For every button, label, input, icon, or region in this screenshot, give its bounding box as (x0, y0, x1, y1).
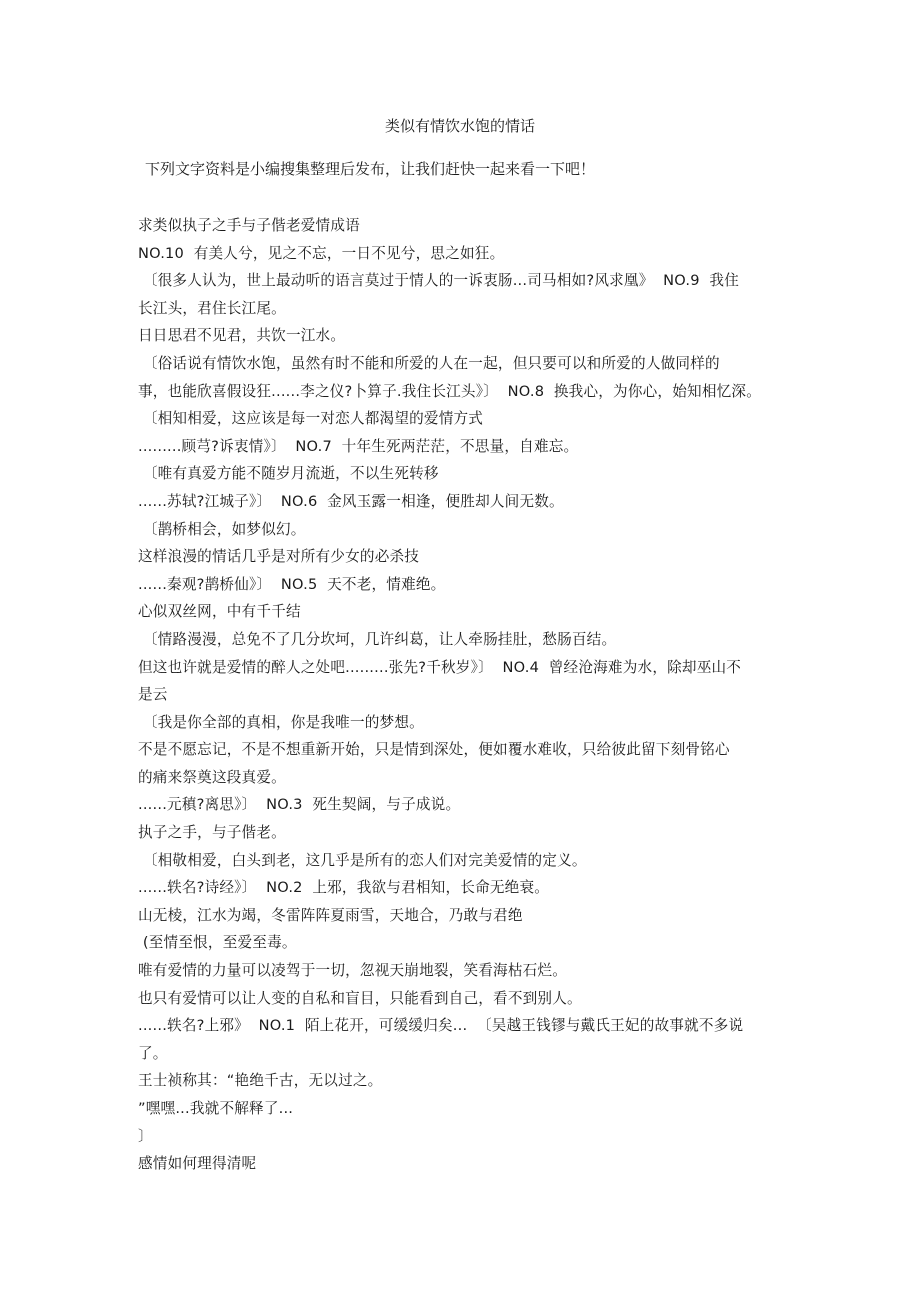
text-line: 唯有爱情的力量可以凌驾于一切，忽视天崩地裂，笑看海枯石烂。 (138, 962, 568, 980)
text-line: ......轶名?诗经》〕 NO.2 上邪，我欲与君相知，长命无绝衰。 (138, 879, 550, 897)
text-line: ......苏轼?江城子》〕 NO.6 金风玉露一相逢，便胜却人间无数。 (138, 492, 564, 510)
text-line: 〔相敬相爱，白头到老，这几乎是所有的恋人们对完美爱情的定义。 (138, 851, 587, 869)
text-line: 的痛来祭奠这段真爱。 (138, 768, 286, 786)
text-line: 心似双丝网，中有千千结 (138, 603, 301, 621)
text-line: 了。 (138, 1044, 168, 1062)
text-line: (至情至恨，至爱至毒。 (138, 934, 297, 952)
text-line: 〕 (138, 1127, 153, 1145)
document-body (138, 212, 786, 1178)
text-line: ......秦观?鹊桥仙》〕 NO.5 天不老，情难绝。 (138, 575, 446, 593)
text-line: 不是不愿忘记，不是不想重新开始，只是情到深处，便如覆水难收，只给彼此留下刻骨铭心 (138, 741, 730, 759)
text-line: ......元稹?离思》〕 NO.3 死生契阔，与子成说。 (138, 796, 461, 814)
text-line: NO.10 有美人兮，见之不忘，一日不见兮，思之如狂。 (138, 244, 505, 262)
text-line: 〔唯有真爱方能不随岁月流逝，不以生死转移 (138, 465, 439, 483)
intro-paragraph: 下列文字资料是小编搜集整理后发布，让我们赶快一起来看一下吧！ (145, 160, 596, 178)
text-line: 王士祯称其：“艳绝千古，无以过之。 (138, 1072, 383, 1090)
text-line: ”嘿嘿...我就不解释了... (138, 1100, 294, 1117)
text-line: ......轶名?上邪》 NO.1 陌上花开，可缓缓归矣... 〔吴越王钱镠与戴氏王妃的故事就不多说 (138, 1017, 744, 1035)
text-line: 这样浪漫的情话几乎是对所有少女的必杀技 (138, 548, 420, 566)
text-line: 〔鹊桥相会，如梦似幻。 (138, 520, 306, 538)
text-line: 日日思君不见君，共饮一江水。 (138, 327, 346, 345)
text-line: 执子之手，与子偕老。 (138, 824, 286, 842)
text-line: 山无棱，江水为竭，冬雷阵阵夏雨雪，天地合，乃敢与君绝 (138, 906, 523, 924)
text-line: 〔很多人认为，世上最动听的语言莫过于情人的一诉衷肠...司马相如?风求凰》 NO.9 我住 (138, 272, 739, 290)
text-line: 事，也能欣喜假设狂......李之仪?卜算子.我住长江头》〕 NO.8 换我心，为你心，始知相忆深。 (138, 382, 761, 400)
text-line: 〔情路漫漫，总免不了几分坎坷，几许纠葛，让人牵肠挂肚，愁肠百结。 (138, 630, 617, 648)
text-line: 但这也许就是爱情的醉人之处吧.........张先?千秋岁》〕 NO.4 曾经沧海难为水，除却巫山不 (138, 658, 742, 676)
text-line: 〔我是你全部的真相，你是我唯一的梦想。 (138, 713, 424, 731)
text-line: 长江头，君住长江尾。 (138, 299, 286, 317)
text-line: .........顾芎?诉衷情》〕 NO.7 十年生死两茫茫，不思量，自难忘。 (138, 437, 579, 455)
text-line: 是云 (138, 686, 168, 704)
text-line: 求类似执子之手与子偕老爱情成语 (138, 217, 360, 234)
text-line: 〔俗话说有情饮水饱，虽然有时不能和所爱的人在一起，但只要可以和所爱的人做同样的 (138, 354, 720, 372)
text-line: 也只有爱情可以让人变的自私和盲目，只能看到自己，看不到别人。 (138, 989, 582, 1007)
text-line: 〔相知相爱，这应该是每一对恋人都渴望的爱情方式 (138, 410, 484, 428)
text-line: 感情如何理得清呢 (138, 1155, 257, 1173)
document-title: 类似有情饮水饱的情话 (384, 117, 535, 135)
